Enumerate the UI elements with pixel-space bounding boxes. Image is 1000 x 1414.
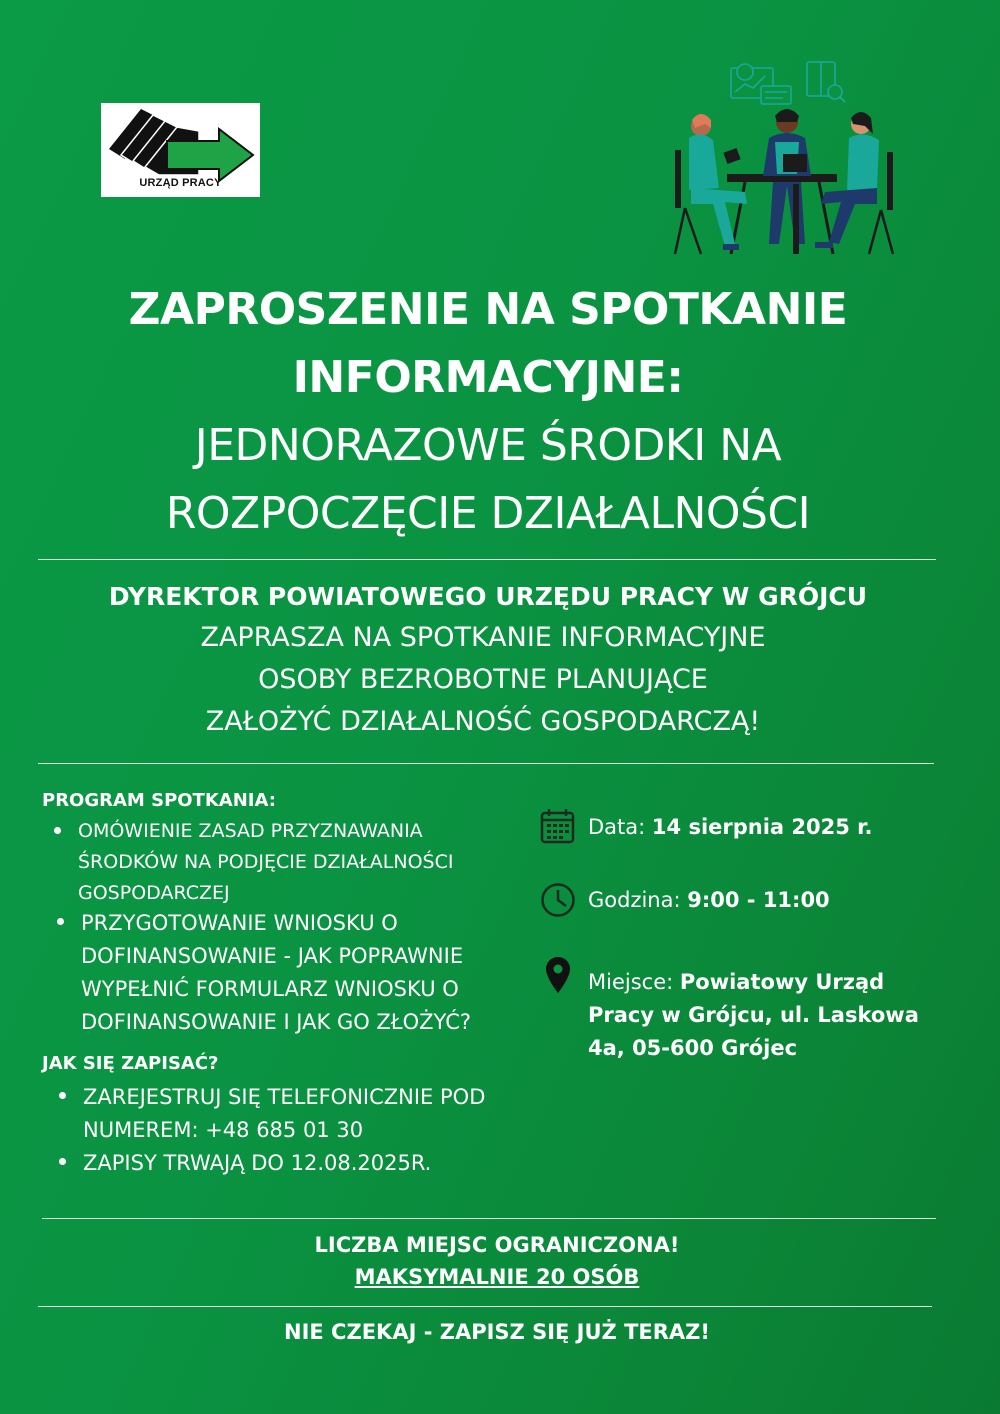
urzad-pracy-logo	[101, 103, 260, 197]
place-info: Miejsce: Powiatowy Urząd Pracy w Grójcu, ul. Laskowa 4a, 05-600 Grójec	[588, 970, 919, 1060]
bullet-icon	[54, 827, 61, 834]
call-to-action: NIE CZEKAJ - ZAPISZ SIĘ JUŻ TERAZ!	[284, 1320, 710, 1344]
list-item: ZAREJESTRUJ SIĘ TELEFONICZNIE POD NUMEREM: +48 685 01 30	[83, 1081, 503, 1147]
date-info: Data: 14 sierpnia 2025 r.	[588, 815, 873, 839]
page-title-line-1: ZAPROSZENIE NA SPOTKANIE	[128, 284, 848, 335]
program-heading: PROGRAM SPOTKANIA:	[42, 790, 276, 811]
director-line: DYREKTOR POWIATOWEGO URZĘDU PRACY W GRÓJCU	[108, 582, 868, 611]
team-meeting-illustration	[665, 58, 905, 258]
divider	[38, 1306, 932, 1307]
list-item: ZAPISY TRWAJĄ DO 12.08.2025R.	[83, 1147, 503, 1180]
bullet-icon	[59, 1092, 66, 1099]
document-search-icon	[807, 62, 845, 102]
invite-line-2: OSOBY BEZROBOTNE PLANUJĄCE	[258, 664, 708, 695]
divider	[42, 1218, 936, 1219]
logo-text: URZĄD PRACY	[139, 177, 222, 189]
max-participants-text: MAKSYMALNIE 20 OSÓB	[354, 1265, 640, 1289]
clock-icon	[540, 882, 576, 918]
map-pin-icon	[545, 956, 571, 994]
signup-list	[83, 1081, 503, 1180]
page-title-line-2: INFORMACYJNE:	[292, 352, 684, 403]
bullet-icon	[57, 918, 64, 925]
time-info: Godzina: 9:00 - 11:00	[588, 888, 830, 912]
divider	[38, 763, 934, 764]
page-subtitle-line-1: JEDNORAZOWE ŚRODKI NA	[194, 420, 782, 471]
page-subtitle-line-2: ROZPOCZĘCIE DZIAŁALNOŚCI	[165, 488, 811, 539]
program-list	[78, 816, 518, 909]
list-item: OMÓWIENIE ZASAD PRZYZNAWANIA ŚRODKÓW NA PODJĘCIE DZIAŁALNOŚCI GOSPODARCZEJ	[78, 816, 518, 909]
signup-heading: JAK SIĘ ZAPISAĆ?	[42, 1053, 219, 1074]
limited-seats-text: LICZBA MIEJSC OGRANICZONA!	[314, 1233, 680, 1257]
person-right	[815, 112, 893, 254]
calendar-icon	[540, 808, 576, 844]
program-list-2	[81, 907, 531, 1039]
finance-chart-icon	[731, 64, 791, 104]
list-item: PRZYGOTOWANIE WNIOSKU O DOFINANSOWANIE - JAK POPRAWNIE WYPEŁNIĆ FORMULARZ WNIOSKU O DOFINANSOWANIE I JAK GO ZŁOŻYĆ?	[81, 907, 531, 1039]
divider	[38, 559, 936, 560]
invite-line-3: ZAŁOŻYĆ DZIAŁALNOŚĆ GOSPODARCZĄ!	[205, 706, 761, 737]
invite-line-1: ZAPRASZA NA SPOTKANIE INFORMACYJNE	[200, 622, 766, 653]
bullet-icon	[59, 1158, 66, 1165]
